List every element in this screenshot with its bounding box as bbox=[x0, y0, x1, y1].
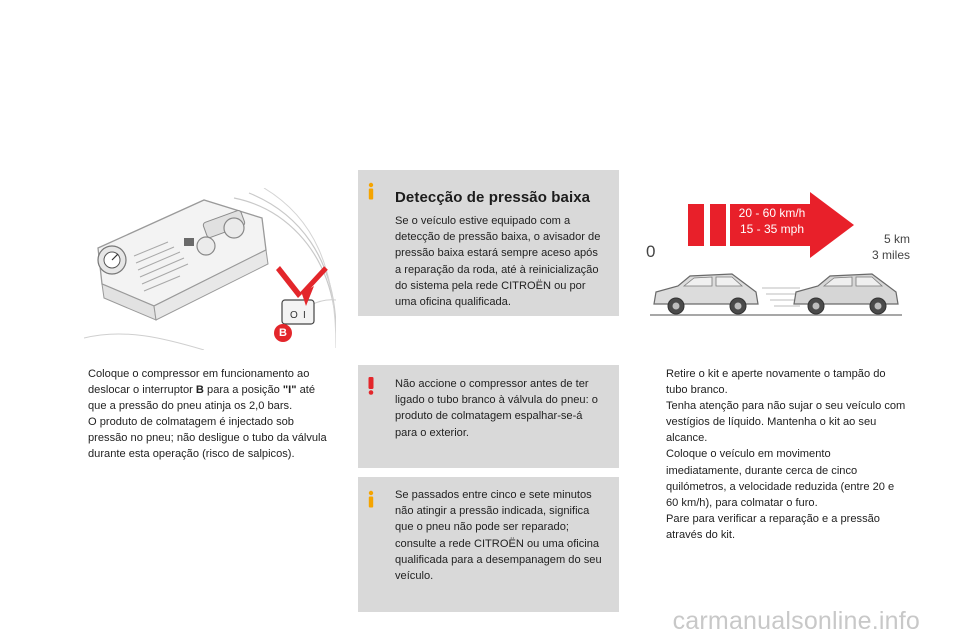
callout-label: B bbox=[279, 327, 287, 339]
speed-mph-label: 15 - 35 mph bbox=[739, 222, 805, 236]
distance-miles-label: 3 miles bbox=[871, 248, 910, 262]
list-item-text: Retire o kit e aperte novamente o tampão do tubo branco. bbox=[666, 368, 886, 397]
list-item-text: Pare para verificar a reparação e a pressão através do kit. bbox=[666, 512, 880, 541]
watermark: carmanualsonline.info bbox=[672, 607, 920, 635]
panel-body: Não accione o compressor antes de ter ligado o tubo branco à válvula do pneu: o produto de colmatagem espalhar-se-á para o exterior. bbox=[395, 378, 598, 439]
position-label: "I" bbox=[282, 384, 297, 397]
start-distance-label: 0 bbox=[646, 242, 656, 261]
list-item-note: Tenha atenção para não sujar o seu veículo com vestígios de líquido. Mantenha o kit ao seu alcance. bbox=[666, 400, 906, 445]
car-right bbox=[794, 274, 898, 314]
compressor-drawing bbox=[84, 188, 336, 350]
panel-title: Detecção de pressão baixa bbox=[395, 189, 591, 206]
svg-text:I: I bbox=[303, 310, 306, 321]
list-item bbox=[642, 511, 908, 543]
compressor-illustration bbox=[84, 188, 336, 350]
instruction-text: Coloque o compressor em funcionamento ao deslocar o interruptor B para a posição "I" até que a pressão do pneu atinja os 2,0 bars. bbox=[88, 368, 316, 413]
list-item bbox=[642, 366, 908, 446]
list-item-text: Coloque o veículo em movimento imediatamente, durante cerca de cinco quilómetros, a velocidade reduzida (entre 20 e 60 km/h), para colmatar o furo. bbox=[666, 448, 895, 509]
panel-body: Se passados entre cinco e sete minutos não atingir a pressão indicada, significa que o pneu não pode ser reparado; consulte a rede CITROËN ou uma oficina qualificada para a desempanagem do seu veículo. bbox=[395, 489, 602, 583]
car-left bbox=[654, 274, 758, 314]
list-item bbox=[64, 366, 336, 463]
speed-distance-illustration bbox=[640, 188, 912, 322]
instruction-text-continued: O produto de colmatagem é injectado sob pressão no pneu; não desligue o tubo da válvula durante esta operação (risco de salpicos). bbox=[88, 416, 327, 461]
speed-kmh-label: 20 - 60 km/h bbox=[738, 206, 806, 220]
right-instructions bbox=[642, 366, 908, 543]
info-icon bbox=[364, 182, 378, 200]
warning-panel bbox=[358, 365, 619, 468]
panel-body: Se o veículo estive equipado com a detecção de pressão baixa, o avisador de pressão baixa estará sempre aceso após a reparação da roda, até à reinicialização do sistema pela rede CITROËN ou por uma oficina qualificada. bbox=[395, 215, 601, 309]
info-icon bbox=[364, 490, 378, 508]
exclamation-icon bbox=[364, 377, 378, 395]
svg-text:O: O bbox=[290, 310, 298, 321]
distance-km-label: 5 km bbox=[883, 232, 910, 246]
list-item bbox=[642, 446, 908, 510]
info-panel-low-pressure bbox=[358, 170, 619, 316]
note-panel bbox=[358, 477, 619, 612]
switch-label: B bbox=[195, 384, 204, 397]
left-instruction bbox=[64, 366, 336, 463]
callout-badge-b bbox=[274, 324, 292, 342]
